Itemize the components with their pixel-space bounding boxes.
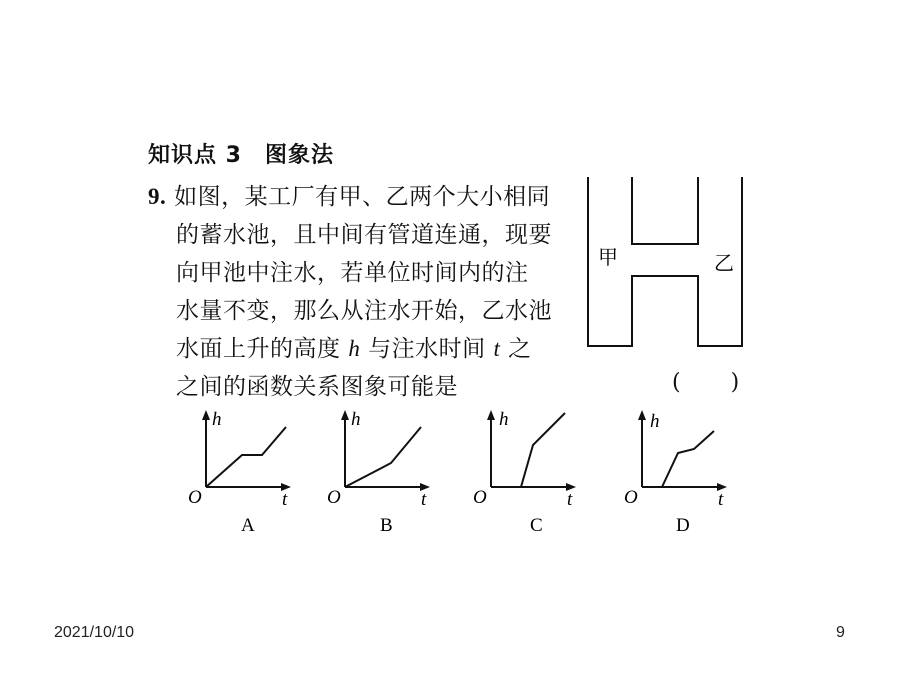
var-t: t — [493, 336, 501, 361]
origin-label: O — [188, 487, 202, 508]
axis-label-t: t — [567, 489, 573, 510]
option-label-c: C — [530, 515, 543, 536]
question-line-3: 向甲池中注水，若单位时间内的注 — [176, 260, 529, 286]
axis-label-h: h — [351, 409, 361, 430]
question-text-5b: 与注水时间 — [360, 336, 494, 362]
option-label-d: D — [676, 515, 690, 536]
axis-label-t: t — [421, 489, 427, 510]
axis-label-t: t — [718, 489, 724, 510]
question-line-6: 之间的函数关系图象可能是 — [176, 374, 458, 400]
option-graph-d — [622, 405, 734, 537]
axis-label-t: t — [282, 489, 288, 510]
question-text-5c: 之 — [500, 336, 532, 362]
answer-paren-left: ( — [672, 370, 681, 395]
page-number: 9 — [836, 624, 845, 641]
tank-left-label: 甲 — [598, 247, 618, 269]
question-line-1 — [148, 178, 550, 211]
axis-label-h: h — [212, 409, 222, 430]
var-h: h — [348, 336, 361, 361]
answer-paren-right: ) — [730, 370, 740, 395]
question-number: 9. — [148, 184, 167, 209]
footer-date: 2021/10/10 — [54, 624, 135, 641]
question-text-5a: 水面上升的高度 — [176, 336, 349, 362]
option-label-b: B — [380, 515, 393, 536]
question-text-1: 如图，某工厂有甲、乙两个大小相同 — [174, 184, 551, 210]
option-graph-c — [471, 405, 583, 537]
question-line-5 — [176, 330, 532, 363]
tank-right-label: 乙 — [714, 253, 734, 275]
axis-label-h: h — [499, 409, 509, 430]
option-label-a: A — [241, 515, 255, 536]
question-line-4: 水量不变，那么从注水开始，乙水池 — [176, 298, 552, 324]
origin-label: O — [327, 487, 341, 508]
origin-label: O — [473, 487, 487, 508]
origin-label: O — [624, 487, 638, 508]
option-graph-b — [325, 405, 437, 537]
question-line-2: 的蓄水池，且中间有管道连通，现要 — [176, 222, 552, 248]
section-heading: 知识点 3 图象法 — [148, 143, 334, 168]
option-graph-a — [186, 405, 298, 537]
answer-blank — [672, 370, 739, 395]
axis-label-h: h — [650, 411, 660, 432]
tank-figure — [580, 172, 750, 357]
